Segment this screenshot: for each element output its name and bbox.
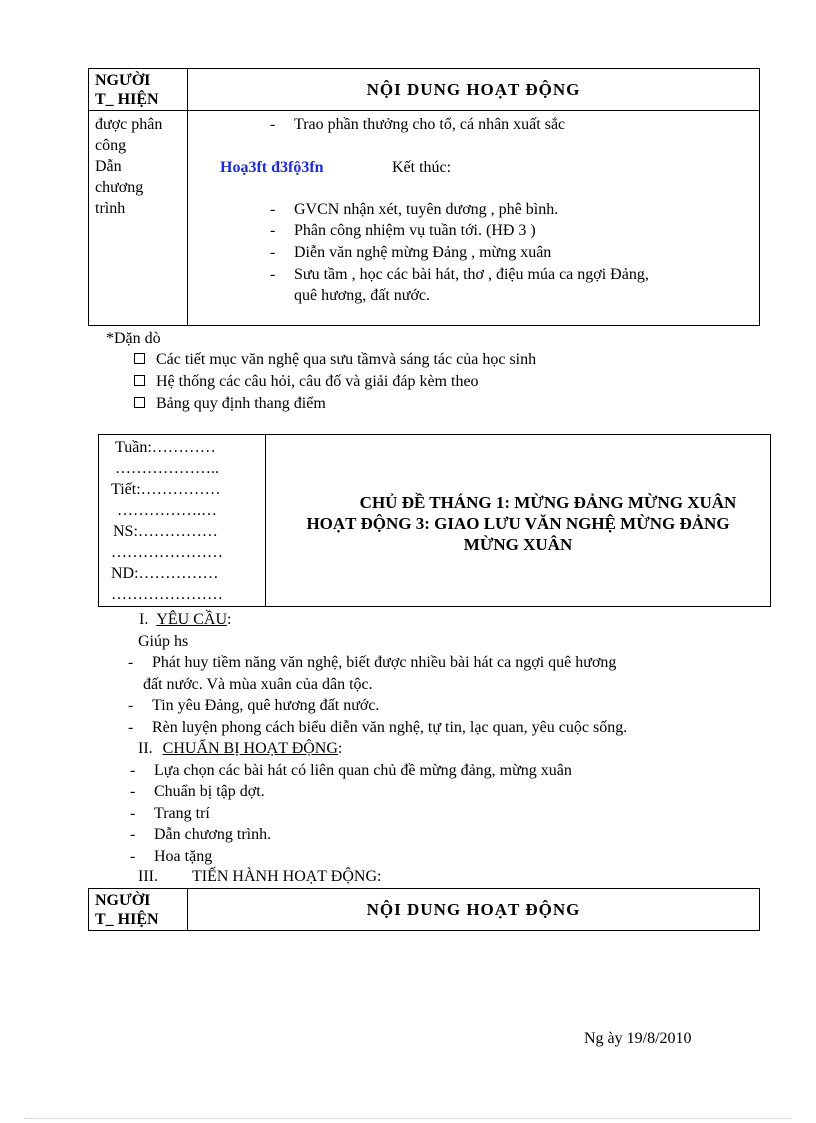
section-3-heading — [138, 866, 381, 887]
document-date: Ng ày 19/8/2010 — [584, 1030, 692, 1047]
checkbox-icon — [134, 375, 145, 386]
dando-item-text: Hệ thống các câu hỏi, câu đố và giải đáp kèm theo — [156, 373, 479, 390]
performer-line: được phân — [95, 116, 163, 133]
preparation-item — [154, 846, 212, 867]
garbled-text: Hoạ3ft đ3fộ3fn — [220, 159, 324, 176]
activity-title: HOẠT ĐỘNG 3: GIAO LƯU VĂN NGHỆ MỪNG ĐẢNG — [306, 514, 730, 533]
dando-item — [134, 371, 479, 392]
header-performer-cell — [89, 69, 188, 111]
lesson-title-cell — [266, 435, 771, 607]
section-1-numeral: I. — [139, 611, 149, 628]
nd-line: ND:…………… — [111, 565, 219, 582]
activity-title-cont: MỪNG XUÂN — [463, 535, 573, 554]
month-theme-title: CHỦ ĐỀ THÁNG 1: MỪNG ĐẢNG MỪNG XUÂN — [359, 493, 737, 512]
week-line: Tuần:………… — [115, 439, 216, 456]
preparation-text: Trang trí — [154, 805, 210, 822]
requirement-item — [152, 652, 616, 673]
preparation-text: Lựa chọn các bài hát có liên quan chủ đề mừng đảng, mừng xuân — [154, 762, 572, 779]
requirement-item — [152, 695, 379, 716]
section-3-title: TIẾN HÀNH HOẠT ĐỘNG: — [191, 868, 382, 885]
activity-table-2 — [88, 888, 760, 931]
dando-item — [134, 393, 326, 414]
page-bottom-divider — [24, 1118, 792, 1119]
performer-line: trình — [95, 200, 126, 217]
header-content-cell: NỘI DUNG HOẠT ĐỘNG — [188, 69, 760, 111]
dotted-line: ………………… — [111, 586, 223, 603]
closing-item: - Phân công nhiệm vụ tuần tới. (HĐ 3 ) — [294, 220, 536, 241]
closing-item: - Diễn văn nghệ mừng Đảng , mừng xuân — [294, 242, 551, 263]
section-3-numeral: III. — [138, 868, 158, 885]
preparation-text: Dẫn chương trình. — [154, 826, 272, 843]
preparation-item — [154, 803, 210, 824]
section-1-colon: : — [227, 611, 232, 628]
performer-line: Dẫn — [95, 158, 122, 175]
preparation-item — [154, 760, 572, 781]
award-item: - Trao phần thưởng cho tổ, cá nhân xuất sắc — [294, 114, 565, 135]
preparation-item — [154, 781, 265, 802]
section-1-heading — [139, 609, 231, 630]
header-performer-line2: T_ HIỆN — [95, 91, 159, 108]
section-2-numeral: II. — [138, 740, 153, 757]
section-1-title: YÊU CẦU — [156, 611, 227, 628]
checkbox-icon — [134, 353, 145, 364]
header-content-cell: NỘI DUNG HOẠT ĐỘNG — [188, 889, 760, 931]
requirement-text: Phát huy tiềm năng văn nghệ, biết được nhiều bài hát ca ngợi quê hương — [152, 654, 617, 671]
closing-item: - GVCN nhận xét, tuyên dương , phê bình. — [294, 199, 558, 220]
dotted-line: …………….… — [117, 502, 217, 519]
performer-cell — [89, 111, 188, 326]
lesson-meta-cell — [99, 435, 266, 607]
dotted-line: ……………….. — [115, 460, 219, 477]
dando-item — [134, 349, 536, 370]
preparation-item — [154, 824, 271, 845]
performer-line: chương — [95, 179, 144, 196]
dotted-line: ………………… — [111, 544, 223, 561]
closing-item: - Sưu tầm , học các bài hát, thơ , điệu múa ca ngợi Đảng, — [294, 264, 649, 285]
dando-item-text: Các tiết mục văn nghệ qua sưu tầmvà sáng tác của học sinh — [156, 351, 537, 368]
section-2-title: CHUẨN BỊ HOẠT ĐỘNG — [162, 740, 338, 757]
requirement-text: Tin yêu Đảng, quê hương đất nước. — [152, 697, 380, 714]
requirement-item-cont: đất nước. Và mùa xuân của dân tộc. — [143, 676, 373, 693]
section-1-intro: Giúp hs — [138, 633, 189, 650]
header-performer-cell — [89, 889, 188, 931]
checkbox-icon — [134, 397, 145, 408]
dando-title: *Dặn dò — [106, 330, 161, 347]
requirement-text: Rèn luyện phong cách biểu diễn văn nghệ, tự tin, lạc quan, yêu cuộc sống. — [152, 719, 628, 736]
header-performer-line1: NGƯỜI — [95, 892, 151, 909]
header-performer-line1: NGƯỜI — [95, 72, 151, 89]
section-2-heading — [138, 738, 342, 759]
ns-line: NS:…………… — [113, 523, 218, 540]
header-performer-line2: T_ HIỆN — [95, 911, 159, 928]
preparation-text: Chuẩn bị tập dợt. — [154, 783, 265, 800]
performer-line: công — [95, 137, 127, 154]
section-2-colon: : — [337, 740, 343, 757]
lesson-info-table — [98, 434, 771, 607]
ket-thuc-label: Kết thúc: — [392, 159, 452, 176]
preparation-text: Hoa tặng — [154, 848, 213, 865]
period-line: Tiết:…………… — [111, 481, 221, 498]
closing-item-cont: quê hương, đất nước. — [294, 287, 431, 304]
requirement-item — [152, 717, 627, 738]
dando-item-text: Bảng quy định thang điểm — [156, 395, 326, 412]
